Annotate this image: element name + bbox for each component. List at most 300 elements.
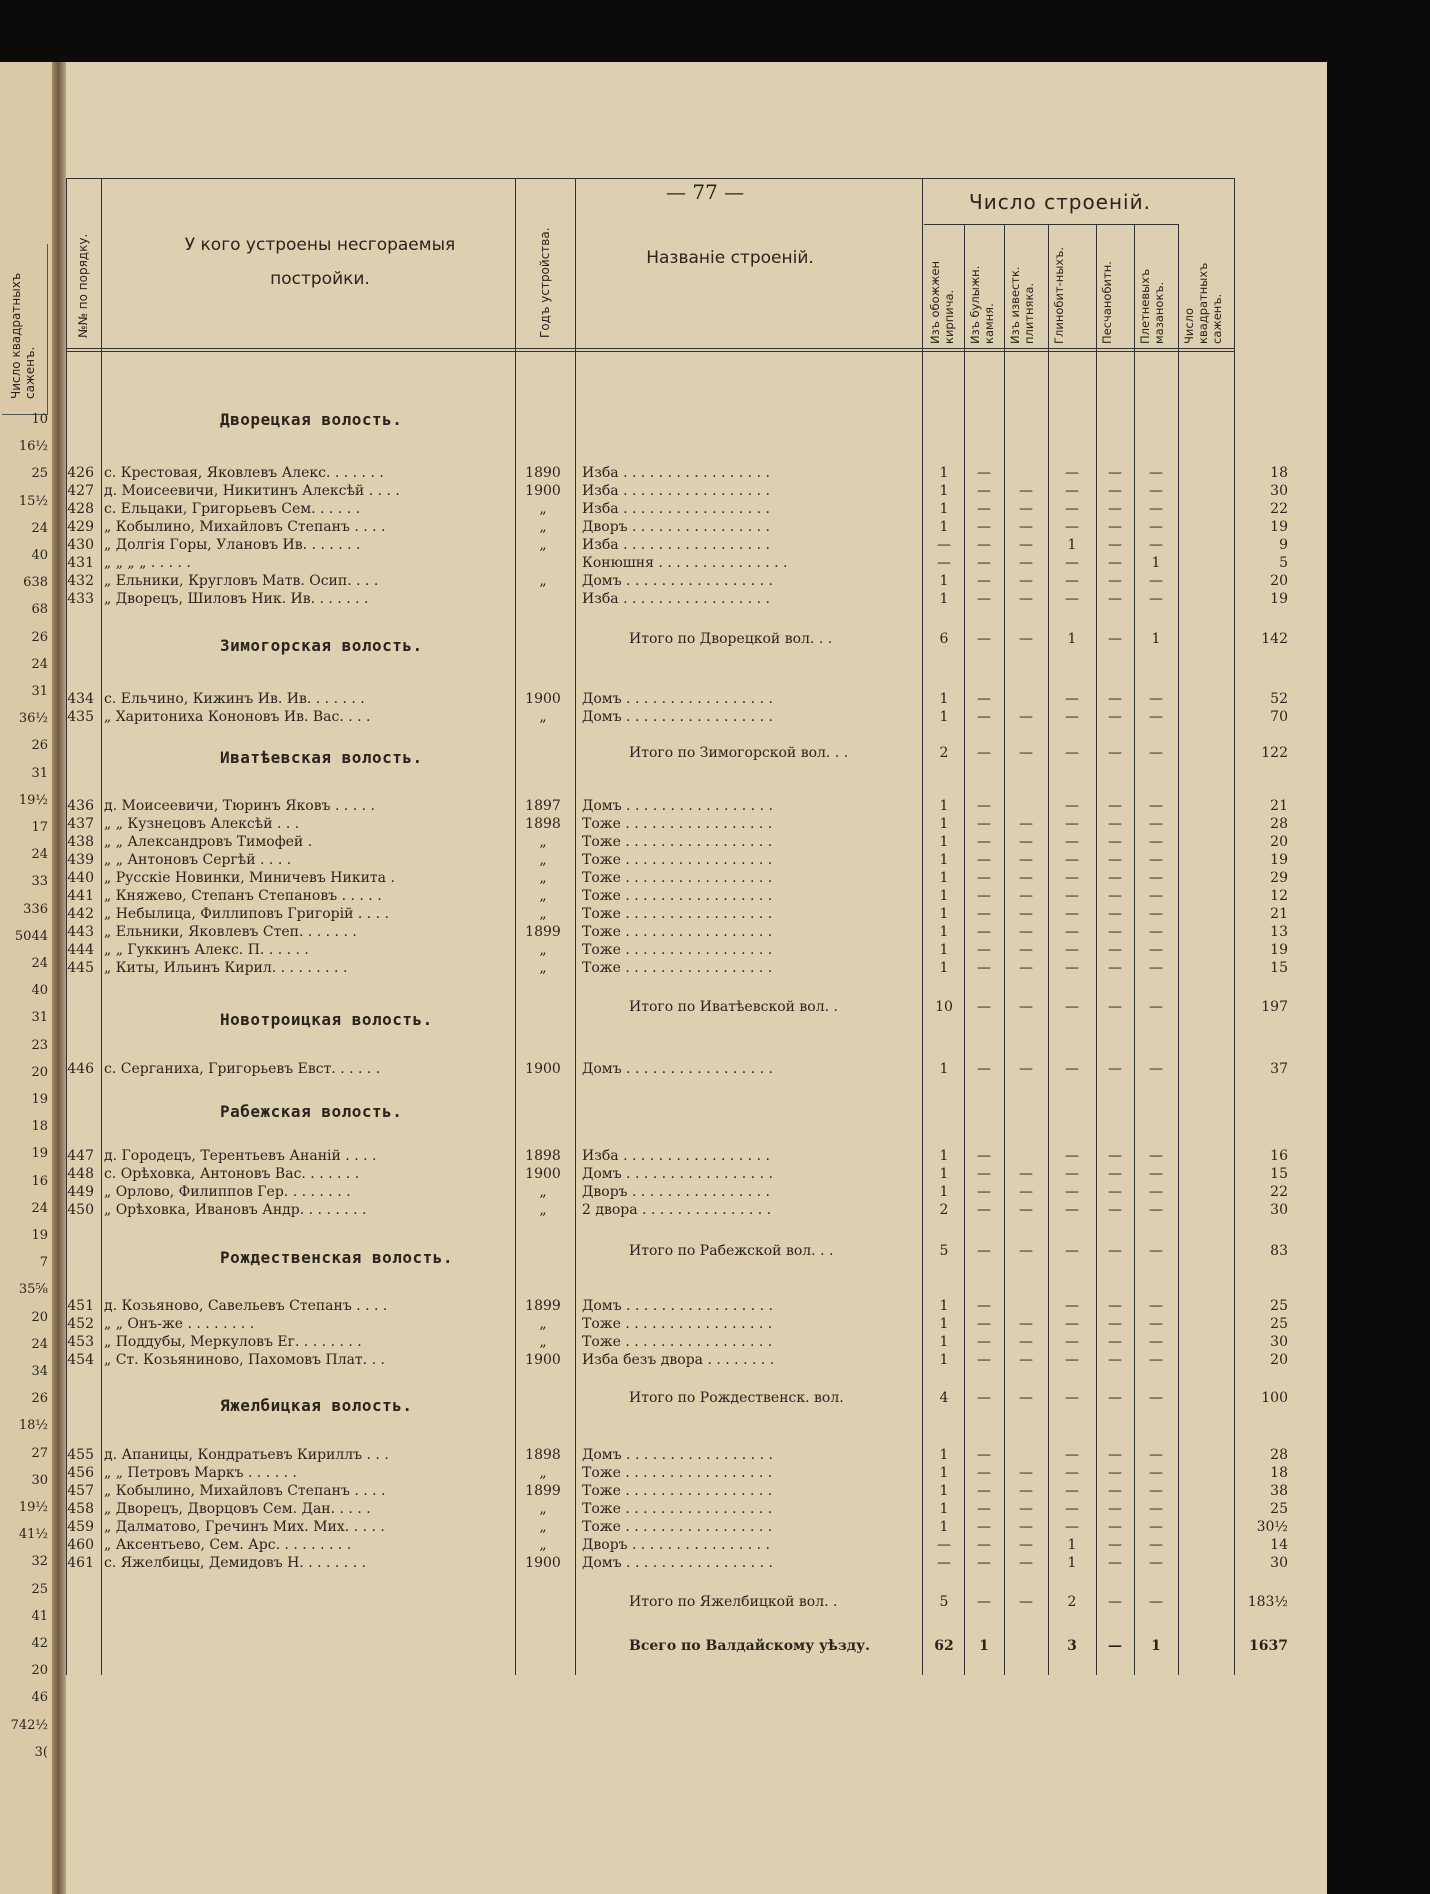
row-number: 446 xyxy=(67,1061,94,1077)
row-count: — xyxy=(1065,555,1079,571)
row-count: — xyxy=(977,483,991,499)
row-count: — xyxy=(1065,501,1079,517)
row-area: 19 xyxy=(1270,852,1288,868)
row-count: — xyxy=(1019,1537,1033,1553)
row-year: „ xyxy=(539,906,547,922)
row-area: 5 xyxy=(1279,555,1288,571)
row-count: — xyxy=(1149,465,1163,481)
row-count: — xyxy=(1149,537,1163,553)
row-count: 1 xyxy=(939,465,949,481)
row-number: 458 xyxy=(67,1501,94,1517)
row-count: — xyxy=(1149,501,1163,517)
row-owner: „ „ Петровъ Маркъ . . . . . . xyxy=(104,1465,297,1481)
total-count: — xyxy=(1108,1390,1122,1406)
row-count: 1 xyxy=(939,1316,949,1332)
table-row xyxy=(66,797,1327,815)
row-count: — xyxy=(1108,834,1122,850)
row-owner: с. Яжелбицы, Демидовъ Н. . . . . . . . xyxy=(104,1555,367,1571)
row-area: 15 xyxy=(1270,960,1288,976)
row-number: 452 xyxy=(67,1316,94,1332)
row-owner: „ Киты, Ильинъ Кирил. . . . . . . . . xyxy=(104,960,348,976)
left-number: 20 xyxy=(31,1064,48,1080)
row-count: 1 xyxy=(1067,1555,1077,1571)
row-count: — xyxy=(1019,1061,1033,1077)
row-count: — xyxy=(1019,1166,1033,1182)
row-area: 22 xyxy=(1270,1184,1288,1200)
row-count: — xyxy=(1149,1447,1163,1463)
row-count: — xyxy=(977,591,991,607)
row-number: 437 xyxy=(67,816,94,832)
row-count: — xyxy=(1108,924,1122,940)
row-owner: „ Кобылино, Михайловъ Степанъ . . . . xyxy=(104,519,386,535)
row-owner: д. Козьяново, Савельевъ Степанъ . . . . xyxy=(104,1298,388,1314)
total-count: — xyxy=(1108,1594,1122,1610)
row-count: — xyxy=(1108,1334,1122,1350)
table-row xyxy=(66,1351,1327,1369)
row-count: 1 xyxy=(939,1352,949,1368)
table-row xyxy=(66,1464,1327,1482)
section-title: Яжелбицкая волость. xyxy=(220,1396,413,1415)
row-area: 30 xyxy=(1270,1334,1288,1350)
row-count: — xyxy=(977,519,991,535)
row-count: — xyxy=(1065,960,1079,976)
row-count: 1 xyxy=(939,573,949,589)
table-row xyxy=(66,690,1327,708)
row-count: — xyxy=(1149,834,1163,850)
left-number: 25 xyxy=(31,466,48,482)
row-count: — xyxy=(977,465,991,481)
row-count: — xyxy=(1019,816,1033,832)
row-count: — xyxy=(1019,1316,1033,1332)
row-building: Изба . . . . . . . . . . . . . . . . . xyxy=(582,591,770,607)
left-number: 20 xyxy=(31,1309,48,1325)
total-label: Итого по Зимогорской вол. . . xyxy=(629,745,849,761)
row-count: — xyxy=(1108,906,1122,922)
total-area: 142 xyxy=(1261,631,1288,647)
row-owner: „ „ Александровъ Тимофей . xyxy=(104,834,313,850)
row-count: — xyxy=(977,1501,991,1517)
grand-total-label: Всего по Валдайскому уѣзду. xyxy=(629,1638,870,1654)
row-number: 444 xyxy=(67,942,94,958)
total-count: — xyxy=(1065,999,1079,1015)
row-count: — xyxy=(1019,483,1033,499)
table-row xyxy=(66,1060,1327,1078)
row-year: „ xyxy=(539,1501,547,1517)
row-count: — xyxy=(1065,591,1079,607)
row-count: 1 xyxy=(939,591,949,607)
row-year: „ xyxy=(539,1316,547,1332)
row-count: — xyxy=(1019,960,1033,976)
row-count: 1 xyxy=(939,1483,949,1499)
row-count: — xyxy=(1149,1519,1163,1535)
row-year: 1898 xyxy=(525,1148,561,1164)
row-count: — xyxy=(977,1334,991,1350)
row-count: — xyxy=(1019,1555,1033,1571)
row-count: — xyxy=(1149,1148,1163,1164)
row-count: — xyxy=(977,1202,991,1218)
total-count: — xyxy=(1019,631,1033,647)
row-count: — xyxy=(1149,852,1163,868)
row-count: — xyxy=(1019,555,1033,571)
row-count: — xyxy=(1065,1316,1079,1332)
row-count: — xyxy=(1108,691,1122,707)
table-row xyxy=(66,887,1327,905)
left-number: 68 xyxy=(31,602,48,618)
row-area: 25 xyxy=(1270,1501,1288,1517)
header-sub-4: Песчанобитн. xyxy=(1100,261,1114,344)
row-count: — xyxy=(1108,816,1122,832)
header-top-line xyxy=(66,178,1234,179)
row-count: 1 xyxy=(1067,537,1077,553)
row-count: — xyxy=(1065,906,1079,922)
row-building: Тоже . . . . . . . . . . . . . . . . . xyxy=(582,888,773,904)
table-row xyxy=(66,1500,1327,1518)
row-count: — xyxy=(1065,1519,1079,1535)
total-count: — xyxy=(1108,1243,1122,1259)
total-label: Итого по Дворецкой вол. . . xyxy=(629,631,833,647)
row-number: 450 xyxy=(67,1202,94,1218)
row-count: — xyxy=(1108,1202,1122,1218)
row-year: „ xyxy=(539,1202,547,1218)
total-count: — xyxy=(1019,745,1033,761)
table-row xyxy=(66,1165,1327,1183)
row-owner: „ Орѣховка, Ивановъ Андр. . . . . . . . xyxy=(104,1202,367,1218)
row-count: — xyxy=(1065,1298,1079,1314)
row-count: — xyxy=(1149,591,1163,607)
row-count: 1 xyxy=(939,960,949,976)
row-count: — xyxy=(977,906,991,922)
row-count: — xyxy=(977,1061,991,1077)
row-building: Тоже . . . . . . . . . . . . . . . . . xyxy=(582,816,773,832)
row-owner: „ Ельники, Яковлевъ Степ. . . . . . . xyxy=(104,924,357,940)
row-count: — xyxy=(1149,1501,1163,1517)
left-number: 24 xyxy=(31,1200,48,1216)
row-year: „ xyxy=(539,942,547,958)
row-count: — xyxy=(977,1166,991,1182)
row-count: — xyxy=(1065,1483,1079,1499)
table-row xyxy=(66,1297,1327,1315)
row-count: — xyxy=(1019,870,1033,886)
total-area: 122 xyxy=(1261,745,1288,761)
left-number: 24 xyxy=(31,956,48,971)
row-count: — xyxy=(1065,924,1079,940)
row-count: — xyxy=(1108,537,1122,553)
row-count: — xyxy=(1108,870,1122,886)
row-count: — xyxy=(1065,1202,1079,1218)
row-count: 1 xyxy=(939,483,949,499)
total-count: — xyxy=(1149,1594,1163,1610)
row-number: 455 xyxy=(67,1447,94,1463)
left-number: 42 xyxy=(31,1636,48,1651)
total-count: — xyxy=(1108,999,1122,1015)
row-owner: „ Небылица, Филлиповъ Григорій . . . . xyxy=(104,906,390,922)
left-number: 24 xyxy=(31,1336,48,1352)
row-owner: „ Кобылино, Михайловъ Степанъ . . . . xyxy=(104,1483,386,1499)
total-count: 10 xyxy=(935,999,953,1015)
row-count: — xyxy=(937,555,951,571)
row-building: 2 двора . . . . . . . . . . . . . . . xyxy=(582,1202,772,1218)
row-count: — xyxy=(1108,483,1122,499)
row-year: „ xyxy=(539,834,547,850)
row-building: Изба . . . . . . . . . . . . . . . . . xyxy=(582,465,770,481)
row-building: Домъ . . . . . . . . . . . . . . . . . xyxy=(582,1447,773,1463)
row-count: 1 xyxy=(939,870,949,886)
left-number: 34 xyxy=(31,1364,48,1379)
row-count: — xyxy=(977,573,991,589)
row-area: 20 xyxy=(1270,1352,1288,1368)
row-count: — xyxy=(1065,1447,1079,1463)
total-area: 100 xyxy=(1261,1390,1288,1406)
row-count: — xyxy=(1108,1316,1122,1332)
row-count: — xyxy=(1065,888,1079,904)
row-building: Тоже . . . . . . . . . . . . . . . . . xyxy=(582,1334,773,1350)
row-owner: „ Аксентьево, Сем. Арс. . . . . . . . . xyxy=(104,1537,352,1553)
row-count: — xyxy=(937,1555,951,1571)
row-owner: „ Орлово, Филиппов Гер. . . . . . . . xyxy=(104,1184,351,1200)
total-count: — xyxy=(1149,745,1163,761)
row-number: 427 xyxy=(67,483,94,499)
left-page-fragment xyxy=(0,62,56,1894)
total-count: — xyxy=(977,1594,991,1610)
row-number: 431 xyxy=(67,555,94,571)
row-count: — xyxy=(977,960,991,976)
row-count: — xyxy=(1108,1061,1122,1077)
table-row xyxy=(66,1518,1327,1536)
row-owner: д. Моисеевичи, Тюринъ Яковъ . . . . . xyxy=(104,798,376,814)
row-year: „ xyxy=(539,519,547,535)
left-number: 15½ xyxy=(18,493,48,509)
header-name: Названіе строеній. xyxy=(646,248,814,268)
row-count: — xyxy=(1108,942,1122,958)
row-year: „ xyxy=(539,501,547,517)
row-count: — xyxy=(1108,709,1122,725)
row-count: — xyxy=(1019,591,1033,607)
total-count: 6 xyxy=(939,631,949,647)
row-owner: „ „ Антоновъ Сергѣй . . . . xyxy=(104,852,292,868)
row-number: 434 xyxy=(67,691,94,707)
left-number: 19½ xyxy=(18,1500,48,1515)
table-row xyxy=(66,554,1327,572)
row-count: — xyxy=(1019,942,1033,958)
row-count: — xyxy=(977,1447,991,1463)
table-row xyxy=(66,905,1327,923)
table-row xyxy=(66,1482,1327,1500)
row-number: 430 xyxy=(67,537,94,553)
row-count: — xyxy=(977,1352,991,1368)
row-count: — xyxy=(937,537,951,553)
total-count: 2 xyxy=(1067,1594,1077,1610)
row-count: — xyxy=(1065,573,1079,589)
row-count: 1 xyxy=(939,1501,949,1517)
row-count: — xyxy=(1149,1465,1163,1481)
row-building: Изба . . . . . . . . . . . . . . . . . xyxy=(582,501,770,517)
row-count: 1 xyxy=(939,1061,949,1077)
left-number: 36½ xyxy=(18,711,48,727)
row-count: — xyxy=(1149,1537,1163,1553)
row-building: Конюшня . . . . . . . . . . . . . . . xyxy=(582,555,788,571)
row-number: 459 xyxy=(67,1519,94,1535)
row-count: — xyxy=(1065,1166,1079,1182)
left-number: 26 xyxy=(31,1391,48,1407)
header-sub-0: Изъ обожжен кирпича. xyxy=(928,261,956,344)
row-count: — xyxy=(1019,1465,1033,1481)
row-year: 1900 xyxy=(525,691,561,707)
row-building: Изба . . . . . . . . . . . . . . . . . xyxy=(582,483,770,499)
section-title: Дворецкая волость. xyxy=(220,410,403,429)
row-building: Тоже . . . . . . . . . . . . . . . . . xyxy=(582,1465,773,1481)
row-count: 1 xyxy=(939,501,949,517)
grand-total-count: 1 xyxy=(1151,1638,1161,1654)
row-count: 1 xyxy=(939,1465,949,1481)
header-sub-3: Глинобит-ныхъ. xyxy=(1052,247,1066,344)
row-count: — xyxy=(977,924,991,940)
left-number: 35⅝ xyxy=(18,1282,48,1298)
row-building: Тоже . . . . . . . . . . . . . . . . . xyxy=(582,960,773,976)
row-area: 30 xyxy=(1270,1555,1288,1571)
left-header-text: Число квадратныхъ саженъ. xyxy=(9,272,37,399)
row-building: Домъ . . . . . . . . . . . . . . . . . xyxy=(582,798,773,814)
left-number: 5044 xyxy=(14,928,48,944)
total-count: — xyxy=(1149,1390,1163,1406)
row-year: 1900 xyxy=(525,1061,561,1077)
row-count: — xyxy=(1108,1501,1122,1517)
row-count: 1 xyxy=(939,1166,949,1182)
row-number: 453 xyxy=(67,1334,94,1350)
left-number: 18½ xyxy=(18,1418,48,1434)
row-year: 1899 xyxy=(525,924,561,940)
left-number: 25 xyxy=(31,1581,48,1597)
row-count: — xyxy=(1019,573,1033,589)
grand-total-count: 62 xyxy=(934,1638,954,1654)
row-count: — xyxy=(1019,852,1033,868)
row-count: — xyxy=(1108,1555,1122,1571)
left-number: 742½ xyxy=(10,1717,48,1733)
row-count: — xyxy=(1065,691,1079,707)
row-count: 1 xyxy=(939,1334,949,1350)
total-label: Итого по Рабежской вол. . . xyxy=(629,1243,834,1259)
row-count: — xyxy=(1108,573,1122,589)
row-count: — xyxy=(1065,465,1079,481)
table-row xyxy=(66,500,1327,518)
row-count: — xyxy=(977,834,991,850)
row-number: 445 xyxy=(67,960,94,976)
row-count: — xyxy=(1108,519,1122,535)
total-count: 1 xyxy=(1151,631,1161,647)
row-building: Домъ . . . . . . . . . . . . . . . . . xyxy=(582,1555,773,1571)
row-building: Тоже . . . . . . . . . . . . . . . . . xyxy=(582,1316,773,1332)
section-title: Иватѣевская волость. xyxy=(220,748,423,767)
row-owner: д. Апаницы, Кондратьевъ Кириллъ . . . xyxy=(104,1447,389,1463)
left-number: 638 xyxy=(23,575,48,591)
row-count: — xyxy=(1065,1465,1079,1481)
row-count: — xyxy=(1108,852,1122,868)
row-count: — xyxy=(1108,501,1122,517)
total-label: Итого по Иватѣевской вол. . xyxy=(629,999,838,1015)
row-count: — xyxy=(977,888,991,904)
row-area: 14 xyxy=(1270,1537,1288,1553)
left-number: 17 xyxy=(31,820,48,835)
header-bottom-line xyxy=(66,348,1234,349)
row-count: 1 xyxy=(939,1148,949,1164)
row-year: „ xyxy=(539,537,547,553)
row-building: Дворъ . . . . . . . . . . . . . . . . xyxy=(582,1184,770,1200)
row-count: — xyxy=(1019,1202,1033,1218)
total-count: — xyxy=(977,999,991,1015)
row-number: 429 xyxy=(67,519,94,535)
row-year: 1890 xyxy=(525,465,561,481)
left-number: 24 xyxy=(31,847,48,863)
row-number: 432 xyxy=(67,573,94,589)
table-row xyxy=(66,869,1327,887)
left-number: 32 xyxy=(31,1554,48,1570)
row-building: Изба . . . . . . . . . . . . . . . . . xyxy=(582,537,770,553)
total-label: Итого по Яжелбицкой вол. . xyxy=(629,1594,838,1610)
left-number: 18 xyxy=(31,1119,48,1135)
row-count: — xyxy=(1149,1166,1163,1182)
row-area: 19 xyxy=(1270,519,1288,535)
total-count: — xyxy=(1065,1243,1079,1259)
row-building: Тоже . . . . . . . . . . . . . . . . . xyxy=(582,924,773,940)
row-count: — xyxy=(977,870,991,886)
row-count: — xyxy=(1149,691,1163,707)
row-area: 12 xyxy=(1270,888,1288,904)
row-area: 70 xyxy=(1270,709,1288,725)
row-count: — xyxy=(1019,888,1033,904)
table-row xyxy=(66,941,1327,959)
total-count: 1 xyxy=(1067,631,1077,647)
row-number: 439 xyxy=(67,852,94,868)
header-bottom-line-2 xyxy=(66,351,1234,352)
total-count: — xyxy=(977,1243,991,1259)
table-row xyxy=(66,536,1327,554)
row-building: Тоже . . . . . . . . . . . . . . . . . xyxy=(582,1519,773,1535)
table-row xyxy=(66,1201,1327,1219)
header-sub-1: Изъ булыжн. камня. xyxy=(968,265,996,344)
left-number: 40 xyxy=(31,548,48,563)
row-year: 1899 xyxy=(525,1483,561,1499)
row-count: — xyxy=(1019,1519,1033,1535)
row-count: — xyxy=(977,798,991,814)
row-count: — xyxy=(977,942,991,958)
row-count: — xyxy=(1019,519,1033,535)
row-area: 18 xyxy=(1270,1465,1288,1481)
left-number: 16½ xyxy=(18,439,48,455)
row-count: — xyxy=(1149,942,1163,958)
row-building: Тоже . . . . . . . . . . . . . . . . . xyxy=(582,852,773,868)
row-area: 38 xyxy=(1270,1483,1288,1499)
row-count: — xyxy=(1149,1352,1163,1368)
row-count: — xyxy=(1149,1334,1163,1350)
table-row xyxy=(66,572,1327,590)
count-group-line xyxy=(924,224,1178,225)
row-count: — xyxy=(977,1483,991,1499)
row-area: 20 xyxy=(1270,834,1288,850)
left-number: 19 xyxy=(31,1146,48,1162)
row-count: — xyxy=(937,1537,951,1553)
row-count: — xyxy=(1108,1447,1122,1463)
total-count: — xyxy=(977,1390,991,1406)
row-year: 1899 xyxy=(525,1298,561,1314)
row-building: Домъ . . . . . . . . . . . . . . . . . xyxy=(582,1298,773,1314)
row-number: 436 xyxy=(67,798,94,814)
row-owner: „ „ „ „ . . . . . xyxy=(104,555,191,571)
row-owner: „ „ Онъ-же . . . . . . . . xyxy=(104,1316,255,1332)
row-count: — xyxy=(1065,798,1079,814)
total-count: — xyxy=(1149,1243,1163,1259)
left-number: 46 xyxy=(31,1690,48,1706)
left-number: 26 xyxy=(31,738,48,754)
left-number: 16 xyxy=(31,1173,48,1189)
